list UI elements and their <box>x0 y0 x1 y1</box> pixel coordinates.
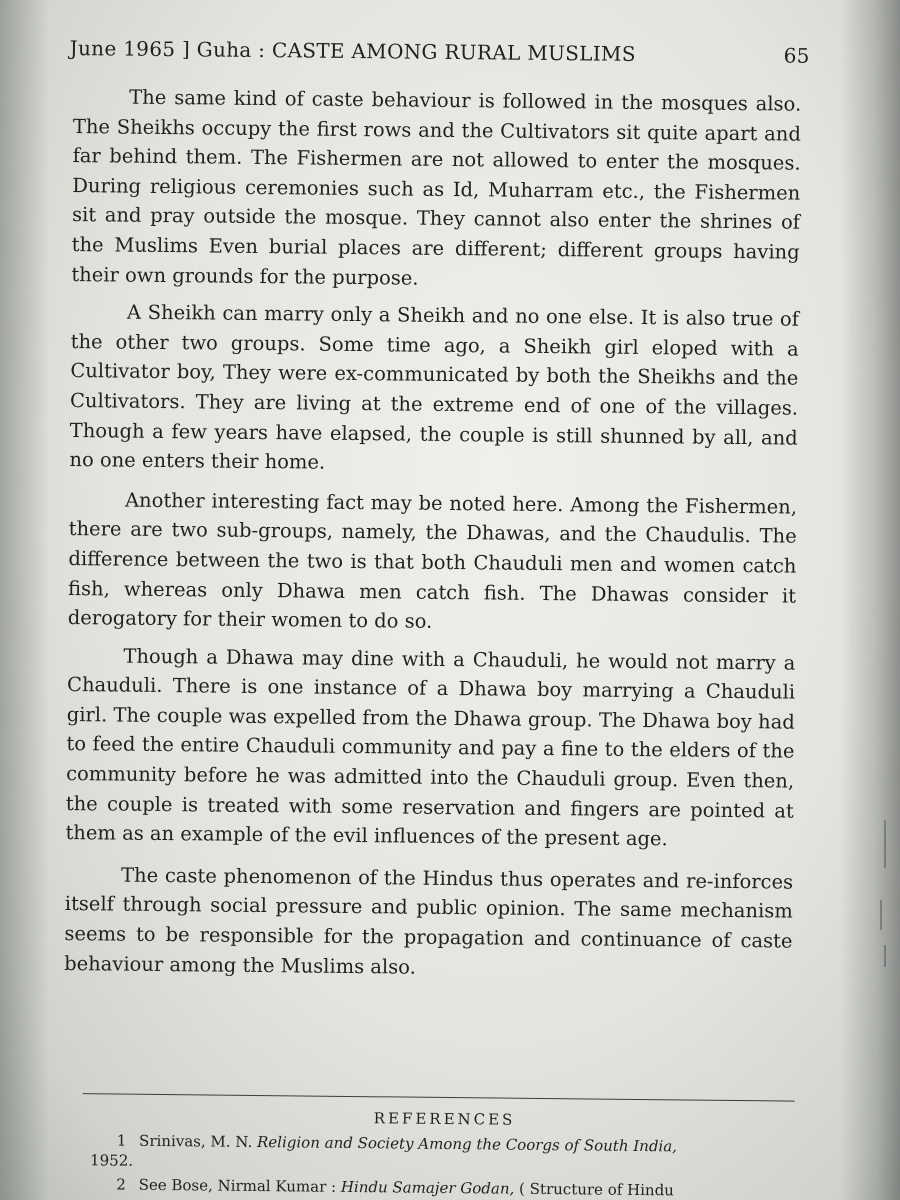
reference-year: 1952. <box>90 1151 134 1170</box>
running-header-title: June 1965 ] Guha : CASTE AMONG RURAL MUSLIMS <box>69 35 636 66</box>
reference-title: Religion and Society Among the Coorgs of South India, <box>256 1133 678 1156</box>
paragraph: A Sheikh can marry only a Sheikh and no one else. It is also true of the other two groups. Some time ago, a Sheikh girl eloped with a Cultivator boy, They were ex-communicated by both the Sheikhs and the Cultivators. They are living at the extreme end of one of the villages. Though a few years have elapsed, the couple is still shunned by all, and no one enters their home. <box>69 300 800 474</box>
reference-item <box>90 1129 790 1158</box>
paragraph: Though a Dhawa may dine with a Chauduli, he would not marry a Chauduli. There is one instance of a Dhawa boy marrying a Chauduli girl. The couple was expelled from the Dhawa group. The Dhawa boy had to feed the entire Chauduli community and pay a fine to the elders of the community before he was admitted into the Chauduli group. Even then, the couple is treated with some reservation and fingers are pointed at them as an example of the evil influences of the present age. <box>65 644 796 851</box>
paragraph: The caste phenomenon of the Hindus thus operates and re-inforces itself through social pressure and public opinion. The same mechanism seems to be responsible for the propagation and continuance of caste behaviour among the Muslims also. <box>64 863 794 979</box>
reference-number: 1 <box>116 1131 127 1150</box>
running-header <box>70 36 810 74</box>
reference-number: 2 <box>116 1175 126 1194</box>
references-heading: REFERENCES <box>373 1109 516 1129</box>
reference-item <box>90 1173 790 1200</box>
reference-author: See Bose, Nirmal Kumar : <box>138 1175 337 1196</box>
reference-note: ( Structure of Hindu <box>518 1179 674 1200</box>
paragraph: The same kind of caste behaviour is followed in the mosques also. The Sheikhs occupy the first rows and the Cultivators sit quite apart and far behind them. The Fishermen are not allowed to enter the mosques. During religious ceremonies such as Id, Muharram etc., the Fishermen sit and pray outside the mosque. They cannot also enter the shrines of the Muslims Even burial places are different; different groups having their own grounds for the purpose. <box>71 85 802 290</box>
page-number: 65 <box>783 43 810 68</box>
reference-title: Hindu Samajer Godan, <box>340 1177 515 1198</box>
reference-author: Srinivas, M. N. <box>139 1131 253 1151</box>
body-text <box>64 82 801 986</box>
paragraph: Another interesting fact may be noted here. Among the Fishermen, there are two sub-groups, namely, the Dhawas, and the Chaudulis. The difference between the two is that both Chauduli men and women catch fish, whereas only Dhawa men catch fish. The Dhawas consider it derogatory for their women to do so. <box>67 488 798 633</box>
section-divider <box>83 1093 795 1101</box>
